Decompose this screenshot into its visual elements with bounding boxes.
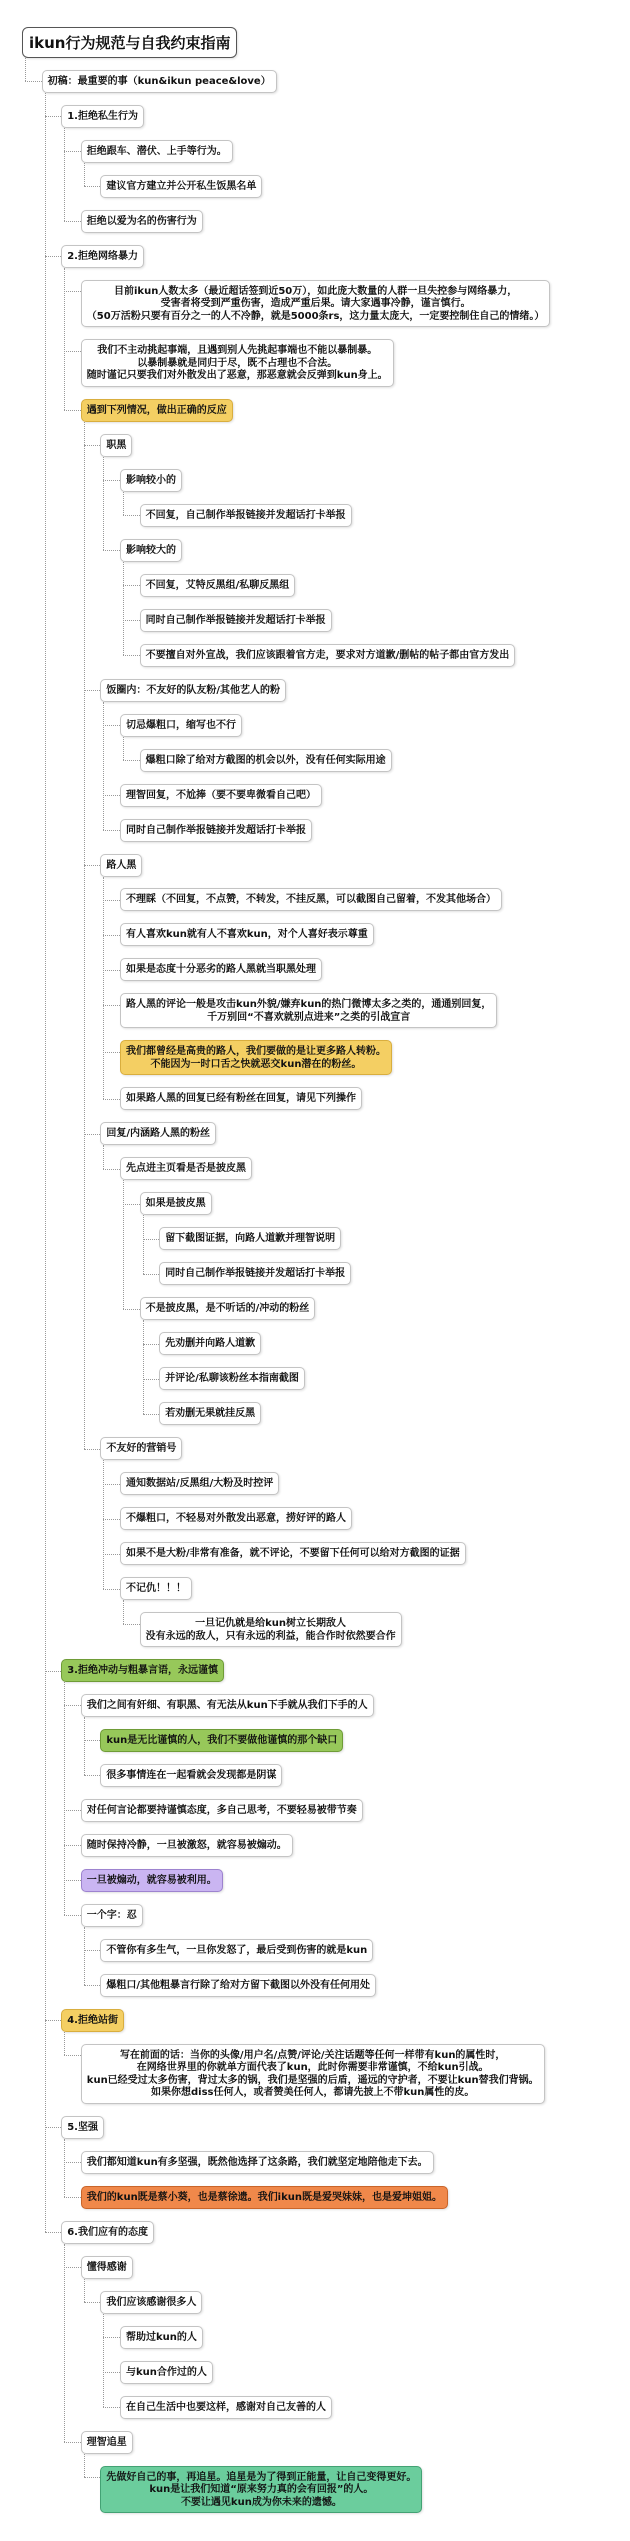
mindmap-leaf-node: 如果路人黑的回复已经有粉丝在回复，请见下列操作 (120, 1087, 362, 1110)
connector-line (64, 1915, 81, 1916)
connector-line (123, 737, 124, 760)
connector-line (64, 2442, 81, 2443)
mindmap-branch-node: 饭圈内：不友好的队友粉/其他艺人的粉 (100, 679, 286, 702)
connector-line (84, 2454, 85, 2477)
connector-line (143, 1274, 160, 1275)
connector-line (103, 1099, 120, 1100)
connector-line (64, 2197, 81, 2198)
connector-line (103, 480, 120, 481)
mindmap-leaf-node: 留下截图证据，向路人道歉并理智说明 (159, 1227, 341, 1250)
connector-line (103, 900, 120, 901)
connector-line (64, 2055, 81, 2056)
mindmap-leaf-node: 并评论/私聊该粉丝本指南截图 (159, 1367, 305, 1390)
connector-line (103, 2337, 120, 2338)
connector-line (84, 1775, 101, 1776)
mindmap-leaf-node: 有人喜欢kun就有人不喜欢kun，对个人喜好表示尊重 (120, 923, 374, 946)
connector-line (45, 116, 62, 117)
mindmap-root-title: ikun行为规范与自我约束指南 (22, 27, 237, 58)
mindmap-branch-node: 5.坚强 (61, 2116, 104, 2139)
mindmap-leaf-node: 如果是态度十分恶劣的路人黑就当职黑处理 (120, 958, 322, 981)
connector-line (84, 690, 101, 691)
connector-line (123, 515, 140, 516)
connector-line (84, 1950, 101, 1951)
mindmap-leaf-node: 先劝删并向路人道歉 (159, 1332, 261, 1355)
mindmap-leaf-node: 不理睬（不回复，不点赞，不转发，不挂反黑，可以截图自己留着，不发其他场合） (120, 888, 502, 911)
mindmap-leaf-node: 我们都知道kun有多坚强，既然他选择了这条路，我们就坚定地陪他走下去。 (81, 2151, 434, 2174)
mindmap-branch-node: 影响较小的 (120, 469, 182, 492)
connector-line (103, 457, 104, 550)
connector-line (45, 256, 62, 257)
connector-line (45, 1671, 62, 1672)
mindmap-branch-node: 初稿：最重要的事（kun&ikun peace&love） (42, 70, 277, 93)
connector-line (123, 1624, 140, 1625)
mindmap-branch-node: 职黑 (100, 434, 132, 457)
mindmap-branch-node: 回复/内涵路人黑的粉丝 (100, 1122, 216, 1145)
mindmap-leaf-node: kun是无比谨慎的人，我们不要做他谨慎的那个缺口 (100, 1729, 343, 1752)
mindmap-branch-node: 先点进主页看是否是披皮黑 (120, 1157, 252, 1180)
connector-line (45, 2127, 62, 2128)
mindmap-leaf-node: 拒绝以爱为名的伤害行为 (81, 210, 203, 233)
connector-line (143, 1215, 144, 1273)
connector-line (64, 268, 65, 410)
connector-line (103, 550, 120, 551)
mindmap-leaf-node: 对任何言论都要持谨慎态度，多自己思考，不要轻易被带节奏 (81, 1799, 363, 1822)
connector-line (84, 1717, 85, 1775)
mindmap-leaf-node: 同时自己制作举报链接并发超话打卡举报 (159, 1262, 351, 1285)
connector-line (123, 655, 140, 656)
mindmap-branch-node: 切忌爆粗口，缩写也不行 (120, 714, 242, 737)
mindmap-branch-node: 拒绝跟车、潜伏、上手等行为。 (81, 140, 233, 163)
connector-line (84, 422, 85, 1449)
connector-line (103, 1484, 120, 1485)
connector-line (84, 1927, 85, 1985)
connector-line (84, 2279, 85, 2302)
mindmap-branch-node: 懂得感谢 (81, 2256, 133, 2279)
connector-line (103, 1519, 120, 1520)
mindmap-leaf-node: 理智回复，不尬捧（要不要卑微看自己吧） (120, 784, 322, 807)
connector-line (84, 186, 101, 187)
mindmap-leaf-node: 不管你有多生气，一旦你发怒了，最后受到伤害的就是kun (100, 1939, 373, 1962)
mindmap-branch-node: 影响较大的 (120, 539, 182, 562)
mindmap-leaf-node: 帮助过kun的人 (120, 2326, 203, 2349)
connector-line (84, 1449, 101, 1450)
mindmap-leaf-node: 先做好自己的事，再追星。追星是为了得到正能量，让自己变得更好。 kun是让我们知道“原来努力真的会有回报”的人。 不要让遇见kun成为你未来的遗憾。 (100, 2466, 422, 2514)
mindmap-leaf-node: 我们的kun既是蔡小葵，也是蔡徐遗。我们ikun既是爱哭妹妹，也是爱坤姐姐。 (81, 2186, 448, 2209)
connector-line (25, 58, 26, 81)
connector-line (103, 970, 120, 971)
connector-line (64, 2244, 65, 2442)
mindmap-leaf-node: 若劝删无果就挂反黑 (159, 1402, 261, 1425)
mindmap-leaf-node: 我们都曾经是高贵的路人，我们要做的是让更多路人转粉。 不能因为一时口舌之快就恶交kun潜在的粉丝。 (120, 1040, 392, 1075)
connector-line (103, 1589, 120, 1590)
connector-line (103, 1005, 120, 1006)
mindmap-leaf-node: 一旦被煽动，就容易被利用。 (81, 1869, 223, 1892)
mindmap-leaf-node: 一旦记仇就是给kun树立长期敌人 没有永远的敌人，只有永远的利益，能合作时依然要合作 (140, 1612, 402, 1647)
mindmap-leaf-node: 在自己生活中也要这样，感谢对自己友善的人 (120, 2396, 332, 2419)
connector-line (123, 1600, 124, 1623)
mindmap-leaf-node: 路人黑的评论一般是攻击kun外貌/嫌弃kun的热门微博太多之类的，通通别回复， 千万别回“不喜欢就别点进来”之类的引战宣言 (120, 993, 497, 1028)
connector-line (103, 877, 104, 1099)
connector-line (123, 620, 140, 621)
connector-line (25, 81, 42, 82)
mindmap-leaf-node: 通知数据站/反黑组/大粉及时控评 (120, 1472, 279, 1495)
connector-line (45, 93, 46, 2232)
connector-line (143, 1320, 144, 1413)
mindmap-leaf-node: 同时自己制作举报链接并发超话打卡举报 (120, 819, 312, 842)
connector-line (103, 2407, 120, 2408)
connector-line (103, 1460, 104, 1588)
connector-line (84, 2477, 101, 2478)
connector-line (103, 1554, 120, 1555)
connector-line (64, 1705, 81, 1706)
connector-line (123, 1180, 124, 1308)
connector-line (123, 492, 124, 515)
connector-line (103, 1145, 104, 1168)
connector-line (64, 410, 81, 411)
connector-line (64, 291, 81, 292)
connector-line (103, 1169, 120, 1170)
mindmap-leaf-node: 很多事情连在一起看就会发现都是阴谋 (100, 1764, 282, 1787)
connector-line (64, 2139, 65, 2197)
connector-line (143, 1344, 160, 1345)
connector-line (84, 163, 85, 186)
connector-line (143, 1414, 160, 1415)
connector-line (64, 128, 65, 221)
connector-line (103, 702, 104, 830)
mindmap-branch-node: 不友好的营销号 (100, 1437, 182, 1460)
mindmap-branch-node: 一个字：忍 (81, 1904, 143, 1927)
connector-line (64, 151, 81, 152)
connector-line (84, 445, 101, 446)
mindmap-branch-node: 6.我们应有的态度 (61, 2221, 154, 2244)
connector-line (103, 2372, 120, 2373)
connector-line (84, 2302, 101, 2303)
mindmap-branch-node: 2.拒绝网络暴力 (61, 245, 144, 268)
mindmap-leaf-node: 与kun合作过的人 (120, 2361, 213, 2384)
mindmap-leaf-node: 爆粗口/其他粗暴言行除了给对方留下截图以外没有任何用处 (100, 1974, 376, 1997)
connector-line (64, 2267, 81, 2268)
connector-line (64, 2162, 81, 2163)
connector-line (103, 795, 120, 796)
connector-line (45, 2232, 62, 2233)
mindmap-leaf-node: 如果不是大粉/非常有准备，就不评论，不要留下任何可以给对方截图的证据 (120, 1542, 466, 1565)
mindmap-branch-node: 如果是披皮黑 (140, 1192, 212, 1215)
mindmap-branch-node: 我们之间有奸细、有职黑、有无法从kun下手就从我们下手的人 (81, 1694, 374, 1717)
mindmap-leaf-node: 爆粗口除了给对方截图的机会以外，没有任何实际用途 (140, 749, 392, 772)
connector-line (64, 1880, 81, 1881)
connector-line (84, 1985, 101, 1986)
connector-line (123, 585, 140, 586)
connector-line (123, 1309, 140, 1310)
connector-line (64, 351, 81, 352)
connector-line (143, 1239, 160, 1240)
connector-line (123, 1204, 140, 1205)
connector-line (64, 221, 81, 222)
connector-line (64, 2032, 65, 2055)
mindmap-branch-node: 不是披皮黑，是不听话的/冲动的粉丝 (140, 1297, 316, 1320)
mindmap-leaf-node: 不爆粗口，不轻易对外散发出恶意，捞好评的路人 (120, 1507, 352, 1530)
connector-line (64, 1810, 81, 1811)
connector-line (45, 2020, 62, 2021)
connector-line (84, 865, 101, 866)
mindmap-leaf-node: 建议官方建立并公开私生饭黑名单 (100, 175, 262, 198)
connector-line (103, 725, 120, 726)
mindmap-branch-node: 4.拒绝站街 (61, 2009, 124, 2032)
connector-line (143, 1379, 160, 1380)
connector-line (84, 1740, 101, 1741)
connector-line (64, 1845, 81, 1846)
mindmap-branch-node: 路人黑 (100, 854, 142, 877)
connector-line (84, 1134, 101, 1135)
mindmap-leaf-node: 目前ikun人数太多（最近超话签到近50万），如此庞大数量的人群一旦失控参与网络暴力， 受害者将受到严重伤害，造成严重后果。请大家遇事冷静，谨言慎行。 （50万活粉只要有百分之一的人不冷静，就是5000条rs，这力量太庞大，一定要控制住自己的情绪。） (81, 280, 551, 328)
mindmap-leaf-node: 不回复，自己制作举报链接并发超话打卡举报 (140, 504, 352, 527)
mindmap-leaf-node: 同时自己制作举报链接并发超话打卡举报 (140, 609, 332, 632)
mindmap-leaf-node: 我们不主动挑起事端，且遇到别人先挑起事端也不能以暴制暴。 以暴制暴就是同归于尽，既不占理也不合法。 随时谨记只要我们对外散发出了恶意，那恶意就会反弹到kun身上。 (81, 339, 394, 387)
mindmap-branch-node: 3.拒绝冲动与粗暴言语，永远谨慎 (61, 1659, 224, 1682)
connector-line (103, 830, 120, 831)
mindmap-leaf-node: 不回复，艾特反黑组/私聊反黑组 (140, 574, 296, 597)
mindmap-leaf-node: 不要擅自对外宣战，我们应该跟着官方走，要求对方道歉/删帖的帖子都由官方发出 (140, 644, 516, 667)
mindmap-leaf-node: 写在前面的话：当你的头像/用户名/点赞/评论/关注话题等任何一样带有kun的属性时， 在网络世界里的你就单方面代表了kun，此时你需要非常谨慎，不给kun引战。 kun已经受过太多伤害，背过太多的锅，我们是坚强的后盾，遥远的守护者，不要让kun替我们背锅。 如果你想diss任何人，或者赞美任何人，都请先披上不带kun属性的皮。 (81, 2044, 545, 2104)
mindmap-branch-node: 我们应该感谢很多人 (100, 2291, 202, 2314)
mindmap-branch-node: 1.拒绝私生行为 (61, 105, 144, 128)
connector-line (103, 935, 120, 936)
mindmap-branch-node: 遇到下列情况，做出正确的反应 (81, 399, 233, 422)
mindmap-branch-node: 理智追星 (81, 2431, 133, 2454)
connector-line (103, 2314, 104, 2407)
mindmap-leaf-node: 随时保持冷静，一旦被激怒，就容易被煽动。 (81, 1834, 293, 1857)
connector-line (123, 760, 140, 761)
connector-line (103, 1052, 120, 1053)
mindmap-branch-node: 不记仇！！！ (120, 1577, 192, 1600)
connector-line (123, 562, 124, 655)
